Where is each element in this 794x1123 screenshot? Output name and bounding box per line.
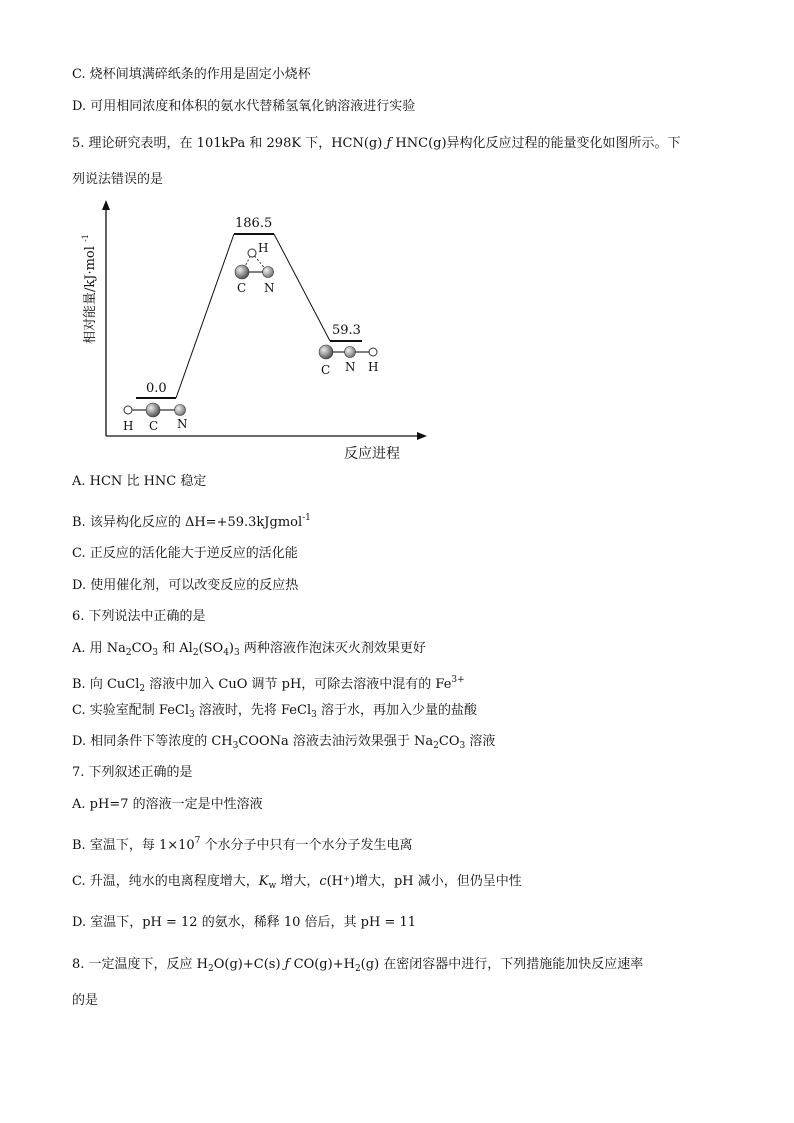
option-text: C. 烧杯间填满碎纸条的作用是固定小烧杯 bbox=[72, 67, 311, 82]
option-text: D. 相同条件下等浓度的 $CH_3COONa$ 溶液去油污效果强于 $Na_2CO_3$ 溶液 bbox=[72, 734, 496, 751]
formula-hnc: HNC(g) bbox=[395, 136, 447, 151]
stem-text: 5. 理论研究表明，在 101kPa 和 298K 下， bbox=[72, 136, 332, 151]
option-text: C. 正反应的活化能大于逆反应的活化能 bbox=[72, 546, 298, 561]
y-axis-arrow-icon bbox=[102, 200, 110, 210]
h-atom-icon bbox=[248, 249, 256, 257]
n-atom-icon bbox=[263, 267, 274, 278]
question-6-stem: 6. 下列说法中正确的是 bbox=[72, 609, 206, 624]
atom-label: H bbox=[368, 360, 379, 374]
question-8-stem-cont: 的是 bbox=[72, 993, 99, 1008]
question-5-stem bbox=[72, 134, 681, 154]
n-atom-icon bbox=[345, 347, 356, 358]
h-atom-icon bbox=[124, 406, 132, 414]
n-atom-icon bbox=[175, 405, 186, 416]
formula-hcn: HCN(g) bbox=[331, 136, 383, 151]
x-axis-arrow-icon bbox=[417, 432, 427, 440]
path-line bbox=[176, 234, 234, 398]
option-text: D. 室温下，pH = 12 的氨水，稀释 10 倍后，其 pH = 11 bbox=[72, 915, 417, 930]
question-8-stem: 8. 一定温度下，反应 $H_2O(g)+C(s)$ ƒ $CO(g)+H_2(g)$ 在密闭容器中进行，下列措施能加快反应速率 bbox=[72, 957, 644, 974]
option-text bbox=[72, 508, 311, 533]
level-value: 59.3 bbox=[332, 323, 361, 338]
y-axis-label-sup: -1 bbox=[81, 234, 90, 242]
option-text: B. 向 CuCl$_2$ 溶液中加入 CuO 调节 pH，可除去溶液中混有的 $Fe^{3+}$ bbox=[72, 675, 465, 694]
option-text: D. 使用催化剂，可以改变反应的反应热 bbox=[72, 578, 299, 593]
atom-label: H bbox=[258, 241, 269, 255]
atom-label: C bbox=[321, 363, 331, 377]
option-text: C. 升温，纯水的电离程度增大，$K_w$ 增大，c(H⁺)增大，pH 减小，但仍呈中性 bbox=[72, 874, 522, 891]
atom-label: C bbox=[237, 281, 247, 295]
path-line bbox=[274, 234, 330, 341]
option-body: B. 该异构化反应的 ΔH=+59.3kJgmol bbox=[72, 515, 303, 530]
atom-label: N bbox=[264, 281, 275, 295]
stem-text: 异构化反应过程的能量变化如图所示。下 bbox=[446, 136, 681, 151]
x-axis-label: 反应进程 bbox=[344, 446, 400, 462]
superscript: -1 bbox=[302, 513, 311, 523]
atom-label: H bbox=[123, 419, 134, 433]
h-atom-icon bbox=[369, 348, 377, 356]
level-value: 186.5 bbox=[235, 216, 273, 231]
atom-label: C bbox=[149, 419, 159, 433]
option-text: A. pH=7 的溶液一定是中性溶液 bbox=[72, 797, 263, 812]
y-axis-label: 相对能量/kJ·mol bbox=[83, 246, 98, 344]
c-atom-icon bbox=[146, 403, 160, 417]
atom-label: N bbox=[345, 360, 356, 374]
option-text: D. 可用相同浓度和体积的氨水代替稀氢氧化钠溶液进行实验 bbox=[72, 99, 416, 114]
equilibrium-symbol: ƒ bbox=[284, 957, 290, 972]
option-text: B. 室温下，每 $1\times 10^7$ 个水分子中只有一个水分子发生电离 bbox=[72, 836, 413, 853]
option-text: A. HCN 比 HNC 稳定 bbox=[72, 474, 207, 489]
option-text: C. 实验室配制 FeCl$_3$ 溶液时，先将 FeCl$_3$ 溶于水，再加入少量的盐酸 bbox=[72, 703, 477, 720]
c-atom-icon bbox=[235, 265, 249, 279]
equilibrium-symbol: ƒ bbox=[386, 136, 392, 151]
level-value: 0.0 bbox=[146, 381, 167, 396]
option-text: A. 用 $Na_2CO_3$ 和 $Al_2(SO_4)_3$ 两种溶液作泡沫灭火剂效果更好 bbox=[72, 641, 426, 658]
c-atom-icon bbox=[319, 345, 333, 359]
question-7-stem: 7. 下列叙述正确的是 bbox=[72, 765, 193, 780]
energy-diagram bbox=[72, 196, 472, 466]
question-5-stem-cont: 列说法错误的是 bbox=[72, 172, 164, 187]
atom-label: N bbox=[177, 417, 188, 431]
